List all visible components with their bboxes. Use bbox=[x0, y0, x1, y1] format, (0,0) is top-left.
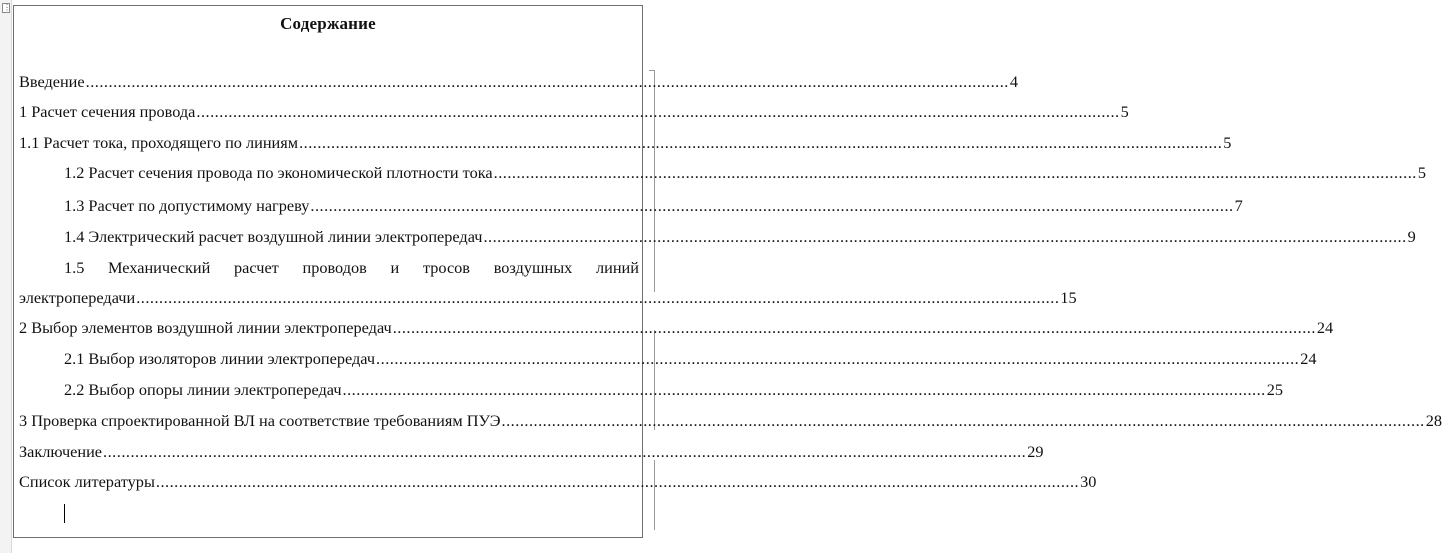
toc-leader-dots: .......................................................................................................................................................................................................... bbox=[376, 349, 1300, 368]
toc-leader-dots: .......................................................................................................................................................................................................... bbox=[196, 102, 1120, 121]
toc-entry-section-1-1[interactable] bbox=[19, 132, 1232, 154]
toc-entry-page: 15 bbox=[1060, 288, 1077, 307]
toc-entry-section-2[interactable] bbox=[19, 317, 1334, 339]
toc-entry-label: 2 Выбор элементов воздушной линии электропередач bbox=[19, 318, 392, 337]
toc-entry-page: 24 bbox=[1316, 318, 1334, 337]
toc-word: тросов bbox=[422, 258, 470, 277]
toc-entry-section-1[interactable] bbox=[19, 101, 1129, 123]
toc-entry-page: 28 bbox=[1425, 411, 1443, 430]
toc-word: Механический bbox=[108, 258, 211, 277]
toc-leader-dots: .......................................................................................................................................................................................................... bbox=[501, 411, 1425, 430]
toc-leader-dots: .......................................................................................................................................................................................................... bbox=[299, 133, 1223, 152]
toc-entry-label: Заключение bbox=[19, 442, 103, 461]
toc-entry-section-1-5-line2[interactable] bbox=[19, 287, 1077, 309]
toc-entry-section-2-2[interactable] bbox=[64, 379, 1284, 401]
toc-entry-page: 9 bbox=[1407, 227, 1416, 246]
toc-entry-page: 7 bbox=[1234, 196, 1243, 215]
toc-entry-label: 1.1 Расчет тока, проходящего по линиям bbox=[19, 133, 299, 152]
toc-entry-label: 1.4 Электрический расчет воздушной линии электропередач bbox=[64, 227, 483, 246]
toc-entry-section-1-3[interactable] bbox=[64, 195, 1243, 217]
toc-entry-page: 30 bbox=[1080, 472, 1097, 491]
toc-leader-dots: .......................................................................................................................................................................................................... bbox=[136, 288, 1060, 307]
toc-entry-section-3[interactable] bbox=[19, 410, 1443, 432]
toc-entry-label: Введение bbox=[19, 72, 85, 91]
toc-leader-dots: .......................................................................................................................................................................................................... bbox=[103, 442, 1027, 461]
toc-entry-page: 25 bbox=[1266, 380, 1284, 399]
text-cursor bbox=[64, 504, 65, 523]
toc-entry-label: 1.2 Расчет сечения провода по экономической плотности тока bbox=[64, 163, 493, 182]
toc-leader-dots: .......................................................................................................................................................................................................... bbox=[310, 196, 1234, 215]
toc-entry-section-1-4[interactable] bbox=[64, 226, 1416, 248]
toc-leader-dots: .......................................................................................................................................................................................................... bbox=[483, 227, 1407, 246]
table-move-handle-icon[interactable]: ⋮ bbox=[3, 3, 11, 12]
toc-leader-dots: .......................................................................................................................................................................................................... bbox=[155, 472, 1080, 491]
toc-word: и bbox=[390, 258, 400, 277]
toc-leader-dots: .......................................................................................................................................................................................................... bbox=[342, 380, 1266, 399]
toc-leader-dots: .......................................................................................................................................................................................................... bbox=[392, 318, 1316, 337]
left-margin-strip bbox=[0, 0, 12, 553]
toc-entry-conclusion[interactable] bbox=[19, 441, 1044, 463]
toc-entry-page: 24 bbox=[1300, 349, 1317, 368]
toc-entry-page: 5 bbox=[1417, 163, 1426, 182]
toc-entry-section-1-2[interactable] bbox=[64, 162, 1426, 184]
toc-entry-label: электропередачи bbox=[19, 288, 136, 307]
toc-entry-label: 2.2 Выбор опоры линии электропередач bbox=[64, 380, 342, 399]
toc-word: линий bbox=[595, 258, 639, 277]
toc-entry-label: Список литературы bbox=[19, 472, 155, 491]
toc-entry-label: 2.1 Выбор изоляторов линии электропередач bbox=[64, 349, 376, 368]
toc-entry-section-1-5-line1[interactable] bbox=[64, 257, 639, 279]
toc-word: расчет bbox=[233, 258, 279, 277]
toc-entry-page: 29 bbox=[1027, 442, 1044, 461]
toc-leader-dots: .......................................................................................................................................................................................................... bbox=[493, 163, 1417, 182]
toc-entry-page: 5 bbox=[1120, 102, 1129, 121]
toc-leader-dots: .......................................................................................................................................................................................................... bbox=[85, 72, 1009, 91]
toc-entry-page: 5 bbox=[1223, 133, 1232, 152]
toc-entry-label: 3 Проверка спроектированной ВЛ на соответствие требованиям ПУЭ bbox=[19, 411, 501, 430]
toc-entry-introduction[interactable] bbox=[19, 71, 1018, 93]
toc-entry-section-2-1[interactable] bbox=[64, 348, 1317, 370]
page-title: Содержание bbox=[280, 14, 376, 33]
toc-entry-references[interactable] bbox=[19, 471, 1097, 493]
toc-entry-label: 1 Расчет сечения провода bbox=[19, 102, 196, 121]
toc-word: проводов bbox=[302, 258, 367, 277]
toc-word: воздушных bbox=[493, 258, 573, 277]
toc-entry-page: 4 bbox=[1009, 72, 1018, 91]
toc-word: 1.5 bbox=[64, 258, 85, 277]
toc-entry-label: 1.3 Расчет по допустимому нагреву bbox=[64, 196, 310, 215]
